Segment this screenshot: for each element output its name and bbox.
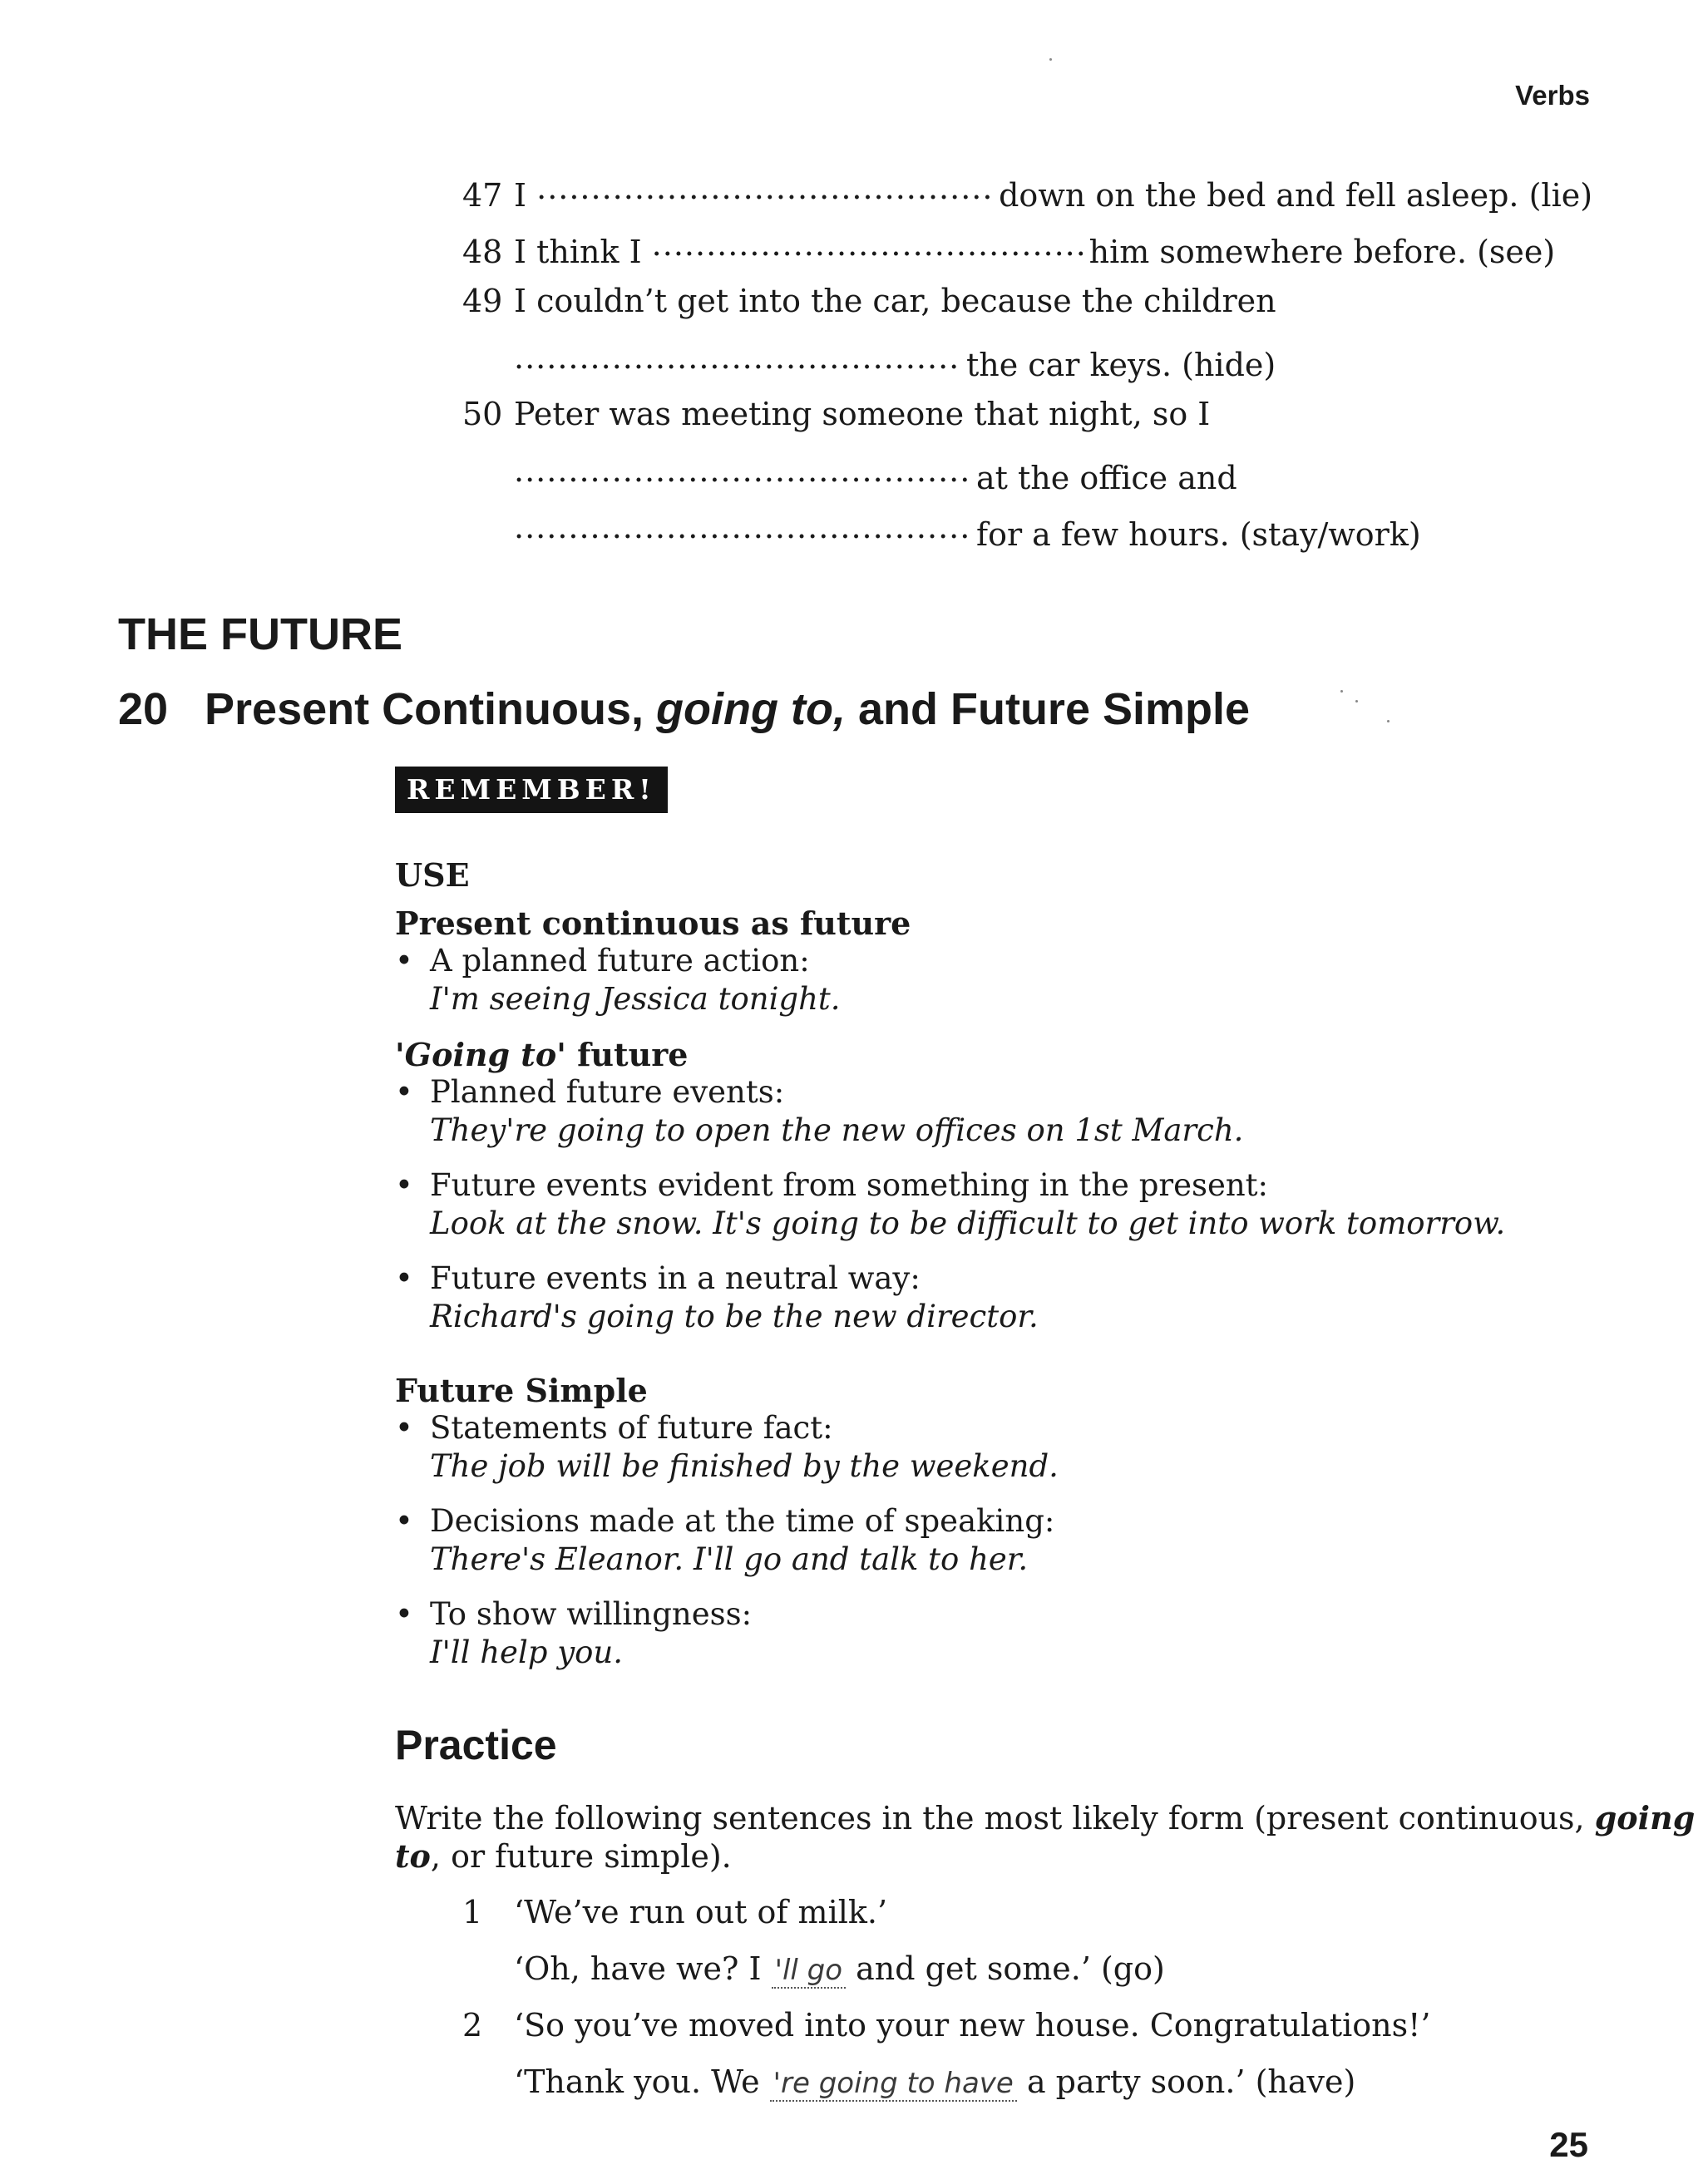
instruction-text: Write the following sentences in the most likely form (present continuous, bbox=[395, 1800, 1585, 1836]
handwritten-answer[interactable]: 'll go bbox=[772, 1954, 846, 1989]
section-title: THE FUTURE bbox=[118, 609, 402, 659]
list-item bbox=[395, 1260, 921, 1296]
item-text: ‘Oh, have we? I bbox=[514, 1950, 762, 1987]
list-item-text: Future events evident from something in the present: bbox=[430, 1167, 1269, 1203]
answer-blank[interactable] bbox=[514, 452, 970, 489]
example-sentence: I'll help you. bbox=[430, 1634, 623, 1670]
unit-title-part: and Future Simple bbox=[857, 684, 1251, 734]
exercise-number: 49 bbox=[462, 283, 503, 319]
exercise-text: I bbox=[514, 177, 527, 214]
exercise-50 bbox=[462, 396, 1210, 432]
practice-heading: Practice bbox=[395, 1722, 557, 1768]
practice-instruction-line2 bbox=[395, 1837, 732, 1875]
heading-rest: ' future bbox=[556, 1036, 689, 1073]
item-number: 1 bbox=[462, 1894, 483, 1930]
exercise-text: I think I bbox=[514, 234, 642, 270]
list-item-text: To show willingness: bbox=[430, 1596, 753, 1632]
practice-item-1-answer-line bbox=[514, 1950, 1165, 1987]
page-number: 25 bbox=[1549, 2125, 1588, 2164]
bullet-icon: • bbox=[395, 1167, 413, 1203]
heading-quote: ' bbox=[395, 1036, 405, 1073]
list-item-text: Planned future events: bbox=[430, 1074, 785, 1110]
practice-item-2-answer-line bbox=[514, 2063, 1355, 2100]
list-item bbox=[395, 1596, 752, 1632]
practice-item-2 bbox=[462, 2007, 1430, 2043]
item-prompt: ‘So you’ve moved into your new house. Congratulations!’ bbox=[514, 2007, 1431, 2043]
exercise-text: at the office and bbox=[976, 460, 1237, 496]
answer-blank[interactable] bbox=[652, 226, 1083, 263]
unit-title bbox=[205, 683, 1250, 735]
answer-blank[interactable] bbox=[536, 170, 992, 206]
remember-banner: REMEMBER! bbox=[395, 767, 668, 813]
list-item bbox=[395, 943, 810, 979]
list-item-text: Statements of future fact: bbox=[430, 1410, 833, 1446]
exercise-text: I couldn’t get into the car, because the children bbox=[514, 283, 1276, 319]
exercise-text: him somewhere before. (see) bbox=[1088, 234, 1556, 270]
scan-speck bbox=[1387, 720, 1390, 722]
instruction-text: , or future simple). bbox=[430, 1838, 732, 1875]
example-sentence: I'm seeing Jessica tonight. bbox=[430, 981, 841, 1017]
answer-blank[interactable] bbox=[514, 339, 960, 376]
list-item-text: Future events in a neutral way: bbox=[430, 1260, 921, 1296]
group-heading-present-continuous: Present continuous as future bbox=[395, 905, 911, 942]
exercise-50-line2 bbox=[514, 452, 1237, 496]
bullet-icon: • bbox=[395, 1410, 413, 1446]
item-number: 2 bbox=[462, 2007, 483, 2043]
bullet-icon: • bbox=[395, 1503, 413, 1539]
use-heading: USE bbox=[395, 856, 470, 894]
list-item-text: Decisions made at the time of speaking: bbox=[430, 1503, 1055, 1539]
exercise-number: 50 bbox=[462, 396, 503, 432]
exercise-49-line2 bbox=[514, 339, 1276, 383]
item-prompt: ‘We’ve run out of milk.’ bbox=[514, 1894, 888, 1930]
exercise-number: 47 bbox=[462, 177, 503, 214]
exercise-number: 48 bbox=[462, 234, 503, 270]
unit-title-italic: going to, bbox=[656, 684, 846, 734]
instruction-emphasis: to bbox=[395, 1837, 431, 1875]
unit-number: 20 bbox=[118, 684, 169, 734]
exercise-text: the car keys. (hide) bbox=[966, 347, 1276, 383]
scan-speck bbox=[1355, 700, 1358, 703]
list-item bbox=[395, 1503, 1054, 1539]
exercise-49 bbox=[462, 283, 1276, 319]
list-item-text: A planned future action: bbox=[430, 943, 810, 979]
bullet-icon: • bbox=[395, 1260, 413, 1296]
group-heading-future-simple: Future Simple bbox=[395, 1372, 648, 1409]
scan-speck bbox=[1340, 690, 1343, 693]
handwritten-answer[interactable]: 're going to have bbox=[770, 2067, 1017, 2102]
scan-speck bbox=[1049, 58, 1052, 61]
bullet-icon: • bbox=[395, 943, 413, 979]
list-item bbox=[395, 1074, 784, 1110]
exercise-text: Peter was meeting someone that night, so I bbox=[514, 396, 1211, 432]
item-text: a party soon.’ (have) bbox=[1026, 2063, 1356, 2100]
exercise-47 bbox=[462, 170, 1592, 214]
unit-title-part: Present Continuous, bbox=[205, 684, 644, 734]
practice-instruction-line1 bbox=[395, 1799, 1695, 1836]
exercise-50-line3 bbox=[514, 509, 1421, 553]
example-sentence: There's Eleanor. I'll go and talk to her. bbox=[430, 1541, 1029, 1577]
example-sentence: Richard's going to be the new director. bbox=[430, 1299, 1039, 1334]
running-head: Verbs bbox=[1515, 80, 1590, 111]
bullet-icon: • bbox=[395, 1074, 413, 1110]
group-heading-going-to bbox=[395, 1036, 688, 1073]
exercise-text: down on the bed and fell asleep. (lie) bbox=[999, 177, 1593, 214]
list-item bbox=[395, 1410, 833, 1446]
list-item bbox=[395, 1167, 1268, 1203]
instruction-emphasis: going bbox=[1594, 1799, 1696, 1836]
heading-italic: Going to bbox=[404, 1036, 557, 1073]
example-sentence: Look at the snow. It's going to be difficult to get into work tomorrow. bbox=[430, 1205, 1506, 1241]
item-text: and get some.’ (go) bbox=[856, 1950, 1165, 1987]
example-sentence: They're going to open the new offices on 1st March. bbox=[430, 1112, 1244, 1148]
practice-item-1 bbox=[462, 1894, 887, 1930]
item-text: ‘Thank you. We bbox=[514, 2063, 760, 2100]
exercise-48 bbox=[462, 226, 1555, 270]
example-sentence: The job will be finished by the weekend. bbox=[430, 1448, 1059, 1484]
exercise-text: for a few hours. (stay/work) bbox=[976, 516, 1421, 553]
answer-blank[interactable] bbox=[514, 509, 970, 545]
bullet-icon: • bbox=[395, 1596, 413, 1632]
